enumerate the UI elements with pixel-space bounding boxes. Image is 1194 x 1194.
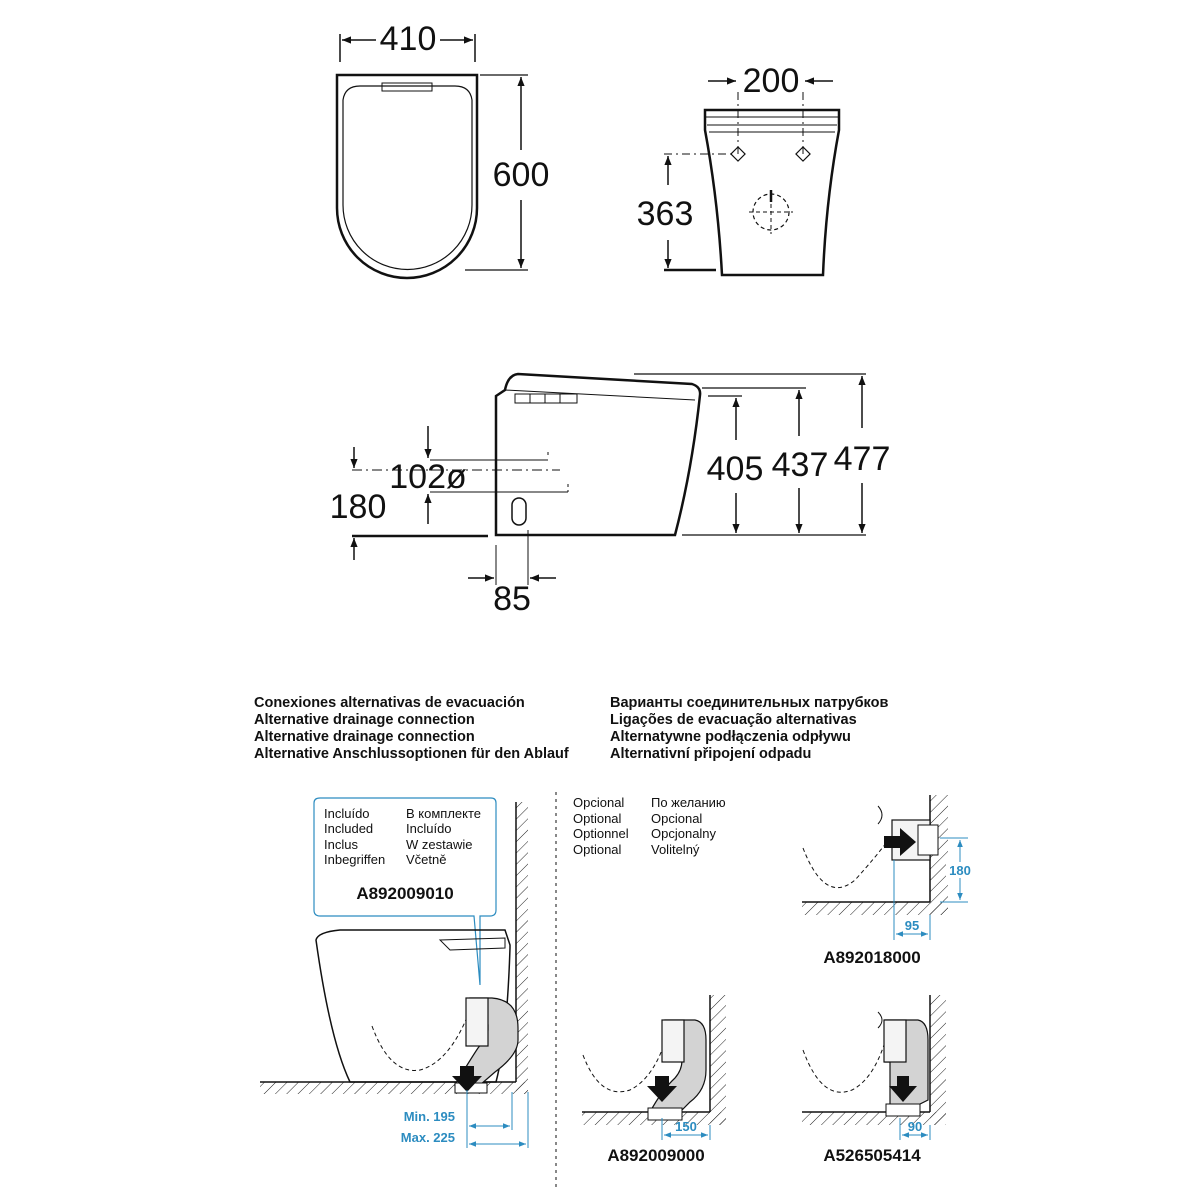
side-view bbox=[330, 374, 891, 618]
optional-right-4: Volitelný bbox=[651, 842, 700, 857]
optional-box bbox=[573, 795, 726, 857]
optional-left-1: Opcional bbox=[573, 795, 625, 810]
included-right-1: В комплекте bbox=[406, 806, 482, 821]
included-right-3: W zestawie bbox=[406, 837, 473, 852]
heading-left-4: Alternative Anschlussoptionen für den Ablauf bbox=[254, 746, 569, 762]
alternative-1 bbox=[802, 795, 974, 967]
heading-left-3: Alternative drainage connection bbox=[254, 729, 475, 745]
headings bbox=[254, 695, 888, 762]
heading-left-1: Conexiones alternativas de evacuación bbox=[254, 695, 525, 711]
included-left-4: Inbegriffen bbox=[324, 852, 386, 867]
alt2-width-label: 150 bbox=[675, 1119, 697, 1134]
height-405-label: 405 bbox=[706, 450, 764, 488]
min-distance-label: Min. 195 bbox=[403, 1109, 455, 1124]
alternative-2 bbox=[582, 995, 726, 1165]
included-code: A892009010 bbox=[356, 884, 454, 903]
alt3-code: A526505414 bbox=[823, 1146, 921, 1165]
heading-right-1: Варианты соединительных патрубков bbox=[610, 695, 889, 711]
optional-right-1: По желанию bbox=[651, 795, 726, 810]
alt1-height-label: 180 bbox=[949, 863, 971, 878]
included-right-4: Včetně bbox=[406, 852, 447, 867]
wall-offset-label: 85 bbox=[493, 580, 531, 618]
rear-view bbox=[637, 62, 839, 275]
height-437-label: 437 bbox=[771, 446, 829, 484]
front-width-label: 410 bbox=[379, 20, 437, 58]
optional-right-3: Opcjonalny bbox=[651, 826, 717, 841]
optional-right-2: Opcional bbox=[651, 811, 703, 826]
heading-right-3: Alternatywne podłączenia odpływu bbox=[610, 729, 851, 745]
included-box bbox=[314, 798, 496, 985]
optional-left-3: Optionnel bbox=[573, 826, 629, 841]
front-depth-label: 600 bbox=[492, 156, 550, 194]
optional-left-2: Optional bbox=[573, 811, 622, 826]
included-right-2: Incluído bbox=[406, 821, 452, 836]
rear-height-label: 363 bbox=[636, 195, 694, 233]
height-477-label: 477 bbox=[833, 440, 891, 478]
alt3-width-label: 90 bbox=[907, 1119, 923, 1134]
included-left-1: Incluído bbox=[324, 806, 370, 821]
top-view bbox=[337, 20, 549, 278]
alt1-width-label: 95 bbox=[904, 918, 920, 933]
rear-holes-label: 200 bbox=[742, 62, 800, 100]
heading-left-2: Alternative drainage connection bbox=[254, 712, 475, 728]
outlet-height-label: 180 bbox=[329, 488, 387, 526]
pipe-diameter-label: 102ø bbox=[389, 458, 467, 496]
alternative-3 bbox=[802, 995, 946, 1165]
alt1-code: A892018000 bbox=[823, 948, 921, 967]
max-distance-label: Max. 225 bbox=[400, 1130, 455, 1145]
heading-right-4: Alternativní připojení odpadu bbox=[610, 746, 812, 762]
included-left-2: Included bbox=[324, 821, 374, 836]
optional-left-4: Optional bbox=[573, 842, 622, 857]
included-left-3: Inclus bbox=[324, 837, 358, 852]
heading-right-2: Ligações de evacuação alternativas bbox=[610, 712, 857, 728]
alt2-code: A892009000 bbox=[607, 1146, 705, 1165]
